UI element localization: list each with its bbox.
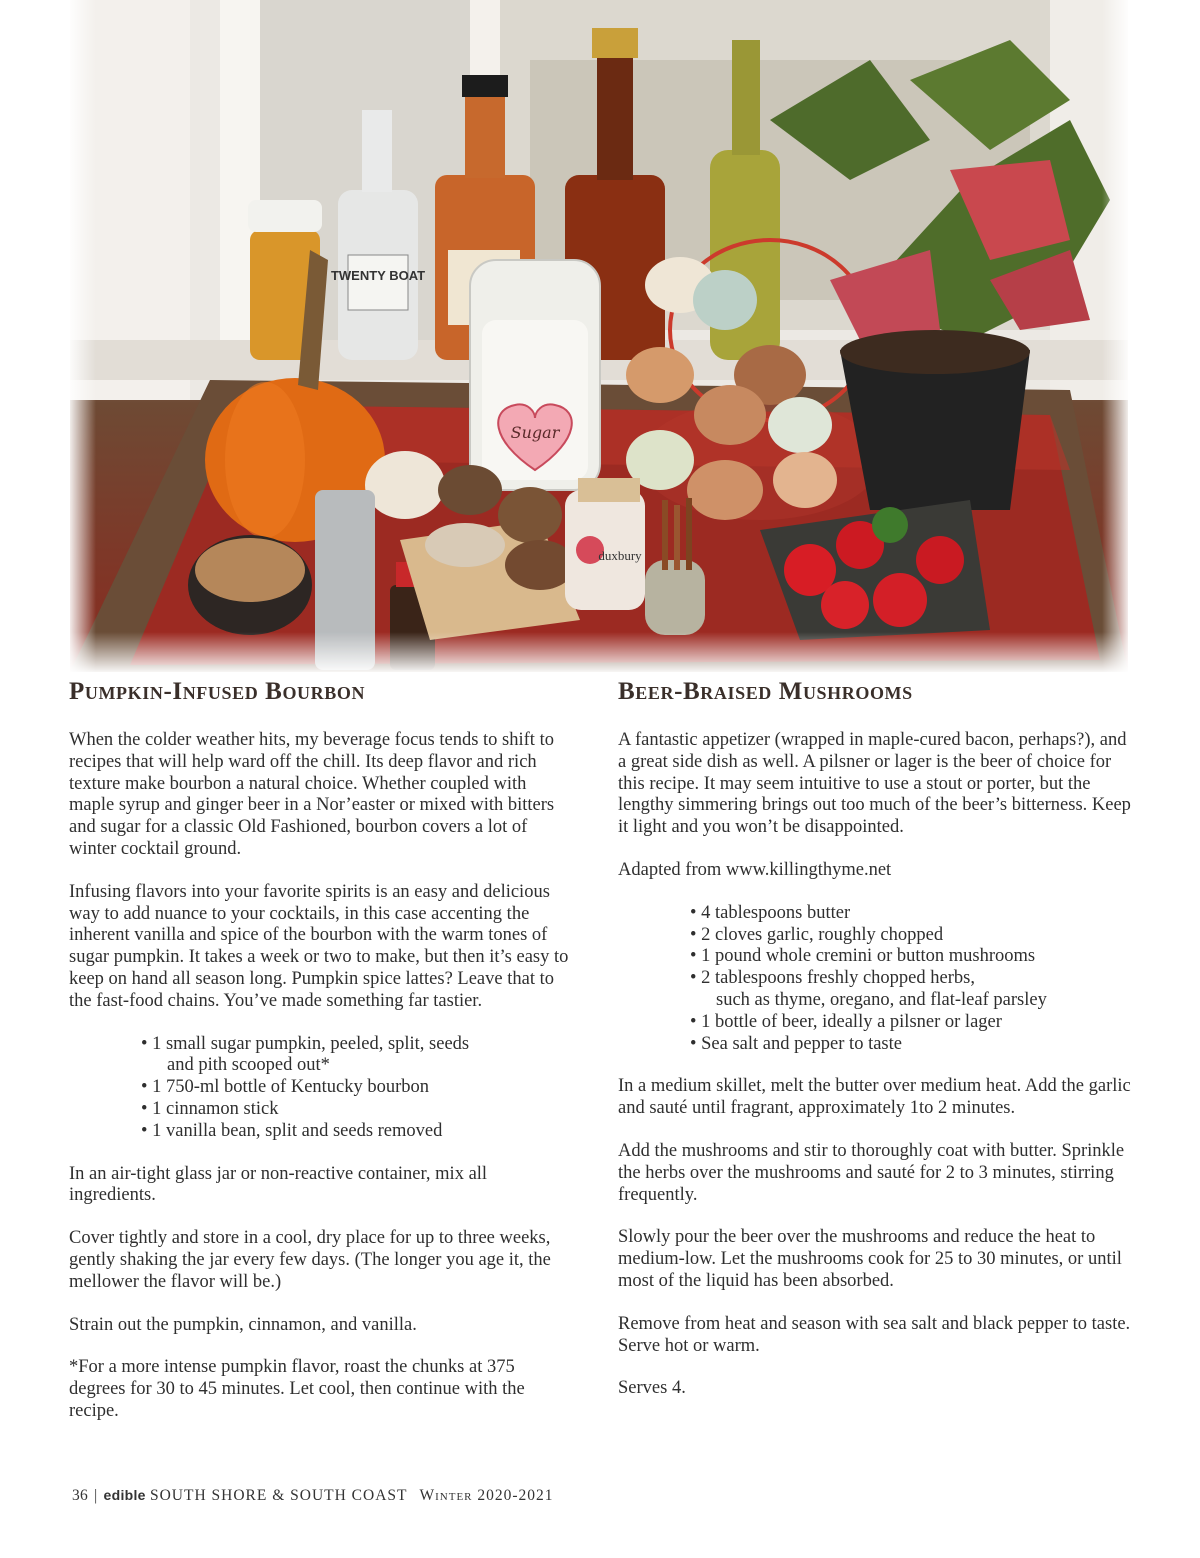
instruction-step: In an air-tight glass jar or non-reactive container, mix all ingredients.	[69, 1163, 488, 1206]
ingredient-text: 1 cinnamon stick	[152, 1098, 279, 1119]
instruction-step: Strain out the pumpkin, cinnamon, and vanilla.	[69, 1314, 417, 1335]
ingredient-item	[141, 1077, 569, 1099]
issue-season: Winter 2020-2021	[419, 1487, 554, 1504]
ingredient-text-continued: and pith scooped out*	[167, 1055, 330, 1076]
ingredient-item	[690, 968, 1138, 1012]
ingredient-item	[690, 903, 1138, 925]
ingredient-text: 1 pound whole cremini or button mushrooms	[701, 946, 1036, 967]
recipe-source: Adapted from www.killingthyme.net	[618, 859, 892, 880]
recipe-title: Beer-Braised Mushrooms	[618, 678, 913, 705]
ingredient-text: 2 cloves garlic, roughly chopped	[701, 924, 944, 945]
ingredient-text: 4 tablespoons butter	[701, 902, 851, 923]
hero-photo	[70, 0, 1128, 672]
intro-paragraph: When the colder weather hits, my beverage focus tends to shift to recipes that will help ward off the chill. Its deep flavor and rich texture make bourbon a natural choice. Whether coupled with maple syrup and ginger beer in a Nor’easter or mixed with bitters and sugar for a classic Old Fashioned, bourbon covers a lot of winter cocktail ground.	[69, 730, 555, 859]
ingredient-text-continued: such as thyme, oregano, and flat-leaf parsley	[716, 989, 1047, 1010]
ingredient-item	[690, 1012, 1138, 1034]
beer-mushrooms-recipe	[618, 676, 1138, 1421]
ingredient-list	[69, 1034, 569, 1143]
ingredient-item	[141, 1121, 569, 1143]
twenty-boat-label: TWENTY BOAT	[330, 268, 426, 283]
duxbury-label: duxbury	[598, 548, 642, 563]
ingredient-text: 1 small sugar pumpkin, peeled, split, seeds	[152, 1033, 470, 1054]
hero-bottom-fade	[70, 632, 1128, 672]
intro-paragraph: A fantastic appetizer (wrapped in maple-cured bacon, perhaps?), and a great side dish as well. A pilsner or lager is the beer of choice for this recipe. It may seem intuitive to use a stout or porter, but the lengthy simmering brings out too much of the beer’s bitterness. Keep it light and you won’t be disappointed.	[618, 730, 1131, 838]
ingredient-text: 1 bottle of beer, ideally a pilsner or lager	[701, 1011, 1002, 1032]
intro-paragraph-2: Infusing flavors into your favorite spirits is an easy and delicious way to add nuance to your cocktails, in this case accenting the inherent vanilla and spice of the bourbon with the warm tones of sugar pumpkin. It takes a week or two to make, but then it’s easy to keep on hand all season long. Pumpkin spice lattes? Leave that to the fast-food chains. You’ve made something far tastier.	[69, 881, 569, 1011]
ingredient-item	[690, 925, 1138, 947]
instruction-step: Remove from heat and season with sea salt and black pepper to taste. Serve hot or warm.	[618, 1313, 1131, 1356]
publication-name: SOUTH SHORE & SOUTH COAST	[149, 1487, 408, 1504]
ingredient-item	[690, 946, 1138, 968]
ingredient-text: 1 750-ml bottle of Kentucky bourbon	[152, 1077, 430, 1098]
ingredient-item	[141, 1099, 569, 1121]
hero-right-fade	[1102, 0, 1128, 672]
instruction-step: Slowly pour the beer over the mushrooms and reduce the heat to medium-low. Let the mushrooms cook for 25 to 30 minutes, or until most of the liquid has been absorbed.	[618, 1227, 1122, 1291]
still-life-illustration	[70, 0, 1128, 672]
sugar-label: Sugar	[510, 423, 560, 442]
instruction-step: In a medium skillet, melt the butter over medium heat. Add the garlic and sauté until fragrant, approximately 1to 2 minutes.	[618, 1076, 1131, 1119]
instruction-step: Cover tightly and store in a cool, dry place for up to three weeks, gently shaking the jar every few days. (The longer you age it, the mellower the flavor will be.)	[69, 1228, 551, 1292]
instruction-step: Add the mushrooms and stir to thoroughly coat with butter. Sprinkle the herbs over the mushrooms and sauté for 2 to 3 minutes, stirring frequently.	[618, 1140, 1125, 1205]
recipe-footnote: *For a more intense pumpkin flavor, roast the chunks at 375 degrees for 30 to 45 minutes. Let cool, then continue with the recipe.	[69, 1357, 525, 1421]
pumpkin-bourbon-recipe	[69, 676, 569, 1444]
ingredient-text: 1 vanilla bean, split and seeds removed	[152, 1120, 443, 1141]
hero-left-fade	[70, 0, 96, 672]
servings: Serves 4.	[618, 1378, 686, 1399]
page-number: 36	[72, 1487, 89, 1504]
footer-separator: |	[94, 1487, 98, 1504]
ingredient-text: Sea salt and pepper to taste	[701, 1033, 902, 1054]
ingredient-item	[690, 1034, 1138, 1056]
page-footer	[72, 1487, 554, 1505]
ingredient-item	[141, 1034, 569, 1078]
recipe-title: Pumpkin-Infused Bourbon	[69, 678, 366, 705]
brand-name: edible	[103, 1487, 146, 1503]
ingredient-list	[618, 903, 1138, 1056]
ingredient-text: 2 tablespoons freshly chopped herbs,	[701, 968, 975, 989]
